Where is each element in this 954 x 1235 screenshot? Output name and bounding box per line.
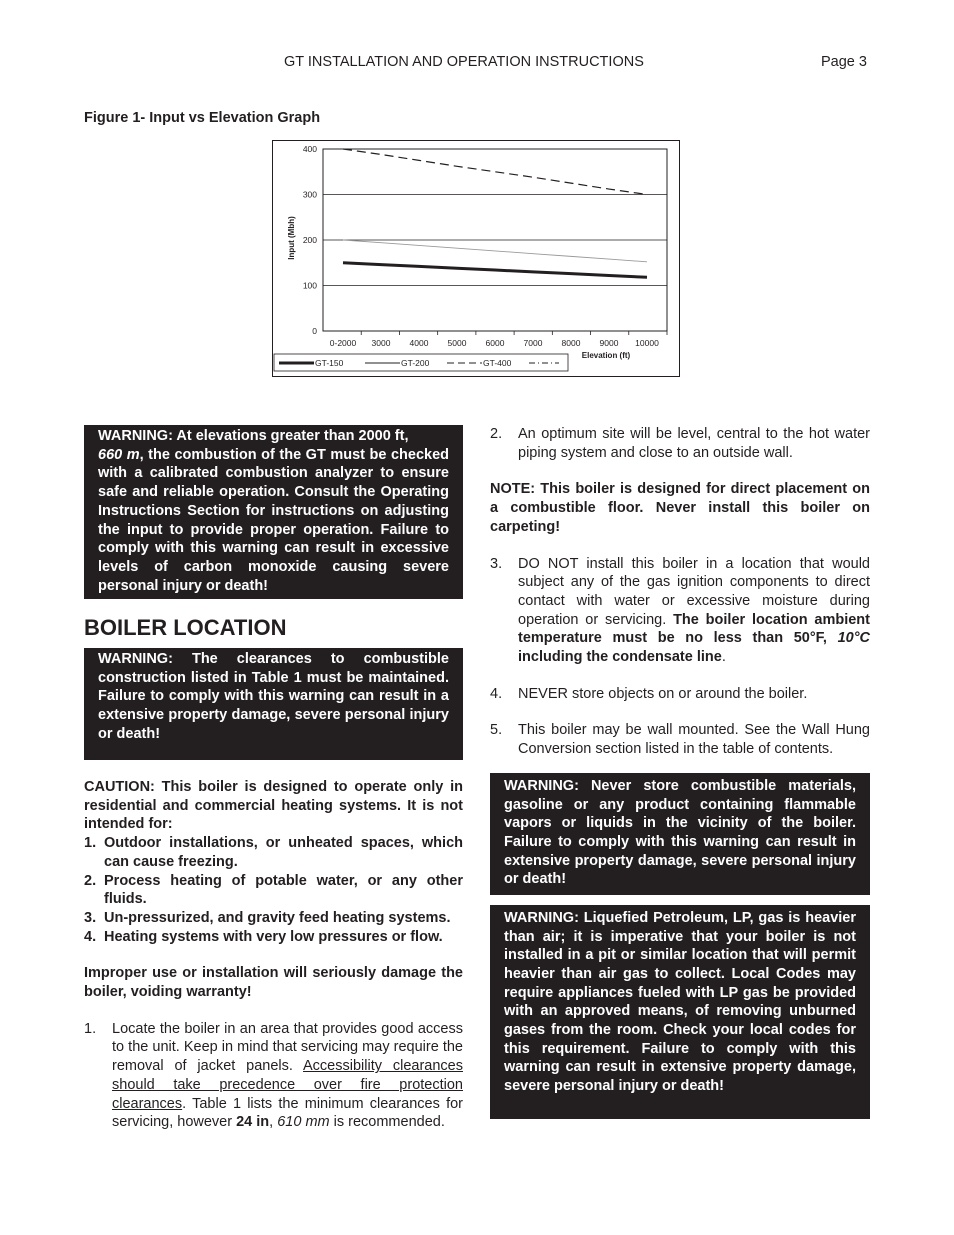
page-number: Page 3: [821, 54, 867, 70]
x-tick-label: 0-2000: [329, 338, 357, 348]
step-text: This boiler may be wall mounted. See the Wall Hung Conversion section listed in the table of contents.: [518, 722, 870, 758]
step-number: 4.: [490, 685, 503, 702]
right-column: [490, 425, 870, 1119]
legend-label: GT-200: [401, 358, 430, 368]
legend-label: GT-150: [315, 358, 344, 368]
warning-flammables: WARNING: Never store combustible materials, gasoline or any product containing flammable vapors or liquids in the vicinity of the boiler. Failure to comply with this warning can result in extensive property damage, severe personal injury or death!: [490, 773, 870, 895]
list-item-number: 4.: [84, 928, 97, 945]
step-4: [490, 685, 870, 704]
list-item: [84, 834, 463, 871]
y-tick-label: 0: [312, 326, 317, 336]
x-tick-label: 10000: [635, 338, 659, 348]
section-title-boiler-location: BOILER LOCATION: [84, 615, 287, 640]
list-item-text: Un-pressurized, and gravity feed heating systems.: [104, 909, 451, 926]
left-column: [84, 425, 463, 1132]
step-number: 2.: [490, 426, 503, 442]
step-3-text-a: DO NOT install this boiler in a location that would subject any of the gas ignition components to direct contact with water or excessive moisture during operation or servicing.: [518, 555, 870, 628]
warning-elevation-text-b: , the combustion of the GT must be checked with a calibrated combustion analyzer to ensure safe and reliable operation. Consult the Operating Instructions Section for instructions on adjusting the input to provide proper operation. Failure to comply with this warning can result in excessive levels of carbon monoxide causing severe personal injury or death!: [98, 446, 449, 594]
y-axis-label: Input (Mbh): [287, 216, 296, 260]
step-text: An optimum site will be level, central to the hot water piping system and close to an outside wall.: [518, 426, 870, 461]
series-line-gt-150: [343, 263, 647, 278]
caution-intro: CAUTION: This boiler is designed to operate only in residential and commercial heating systems. It is not intended for:: [84, 779, 463, 833]
x-tick-label: 5000: [447, 338, 467, 348]
list-item-number: 2.: [84, 872, 97, 889]
warning-lp-gas: WARNING: Liquefied Petroleum, LP, gas is heavier than air; it is imperative that your boiler is not installed in a pit or similar location that will permit heavier than air gas to collect. Local Codes may require appliances fueled with LP gas be provided with an approved means, of removing unburned gases from the room. Check your local codes for this requirement. Failure to comply with this warning can result in extensive property damage, severe personal injury or death!: [490, 905, 870, 1119]
y-tick-label: 300: [302, 189, 317, 200]
page-header-title: GT INSTALLATION AND OPERATION INSTRUCTIONS: [284, 54, 644, 70]
step-3: [490, 555, 870, 667]
chart-svg: [273, 141, 681, 378]
list-item-text: Heating systems with very low pressures or flow.: [104, 928, 443, 945]
step-1-text-c: ,: [269, 1114, 278, 1131]
y-tick-label: 400: [302, 144, 317, 154]
figure-caption: Figure 1- Input vs Elevation Graph: [84, 110, 321, 126]
x-tick-label: 4000: [409, 338, 429, 348]
step-number: 1.: [84, 1020, 97, 1037]
legend-label: GT-400: [483, 358, 512, 368]
step-1-text-b: . Table 1 lists the minimum clearances for servicing, however: [112, 1095, 463, 1131]
step-1-text-d: is recommended.: [329, 1114, 445, 1131]
warning-elevation-text-a: WARNING: At elevations greater than 2000 ft,: [98, 428, 409, 444]
list-item: [84, 928, 463, 947]
step-1-inches: 24 in: [236, 1114, 270, 1131]
series-line-gt-400: [343, 149, 647, 195]
list-item-text: Process heating of potable water, or any other fluids.: [104, 872, 463, 908]
step-3-end: .: [721, 649, 726, 666]
warning-elevation-metric: 660 m: [98, 446, 140, 463]
step-3-bold-a: The boiler location ambient temperature must be no less than 50°F,: [518, 611, 870, 647]
list-item: [84, 909, 463, 928]
improper-use-notice: Improper use or installation will seriously damage the boiler, voiding warranty!: [84, 965, 463, 1001]
series-line-gt-200: [343, 240, 647, 262]
step-text: NEVER store objects on or around the boiler.: [518, 685, 808, 702]
warning-elevation: [84, 425, 463, 599]
x-tick-label: 9000: [599, 338, 619, 348]
step-1-underlined: Accessibility clearances should take precedence over fire protection clearances: [112, 1058, 463, 1112]
step-5: [490, 721, 870, 758]
step-1-text-a: Locate the boiler in an area that provides good access to the unit. Keep in mind that servicing may require the removal of jacket panels.: [112, 1020, 463, 1075]
list-item-number: 1.: [84, 835, 97, 852]
step-number: 3.: [490, 555, 503, 572]
step-3-celsius: 10°C: [837, 630, 870, 647]
x-axis-label: Elevation (ft): [581, 351, 631, 360]
step-text: [518, 555, 870, 667]
list-item-number: 3.: [84, 909, 97, 926]
step-1: [84, 1020, 463, 1132]
list-item-text: Outdoor installations, or unheated spaces, which can cause freezing.: [104, 835, 463, 870]
step-2: [490, 425, 870, 462]
x-tick-label: 7000: [523, 338, 543, 348]
y-tick-label: 100: [302, 280, 317, 291]
input-elevation-chart: [272, 140, 680, 377]
step-text: [112, 1020, 463, 1132]
x-tick-label: 6000: [485, 338, 505, 348]
y-tick-label: 200: [302, 235, 317, 245]
step-3-bold-b: including the condensate line: [518, 649, 722, 666]
step-number: 5.: [490, 722, 503, 739]
step-1-mm: 610 mm: [277, 1114, 330, 1131]
note-placement: NOTE: This boiler is designed for direct placement on a combustible floor. Never install this boiler on carpeting!: [490, 481, 870, 535]
x-tick-label: 3000: [371, 338, 391, 348]
warning-clearances: WARNING: The clearances to combustible construction listed in Table 1 must be maintained. Failure to comply with this warning can result in a extensive property damage, severe personal injury or death!: [84, 648, 463, 760]
x-tick-label: 8000: [561, 338, 581, 348]
caution-list: [84, 834, 463, 946]
list-item: [84, 872, 463, 909]
